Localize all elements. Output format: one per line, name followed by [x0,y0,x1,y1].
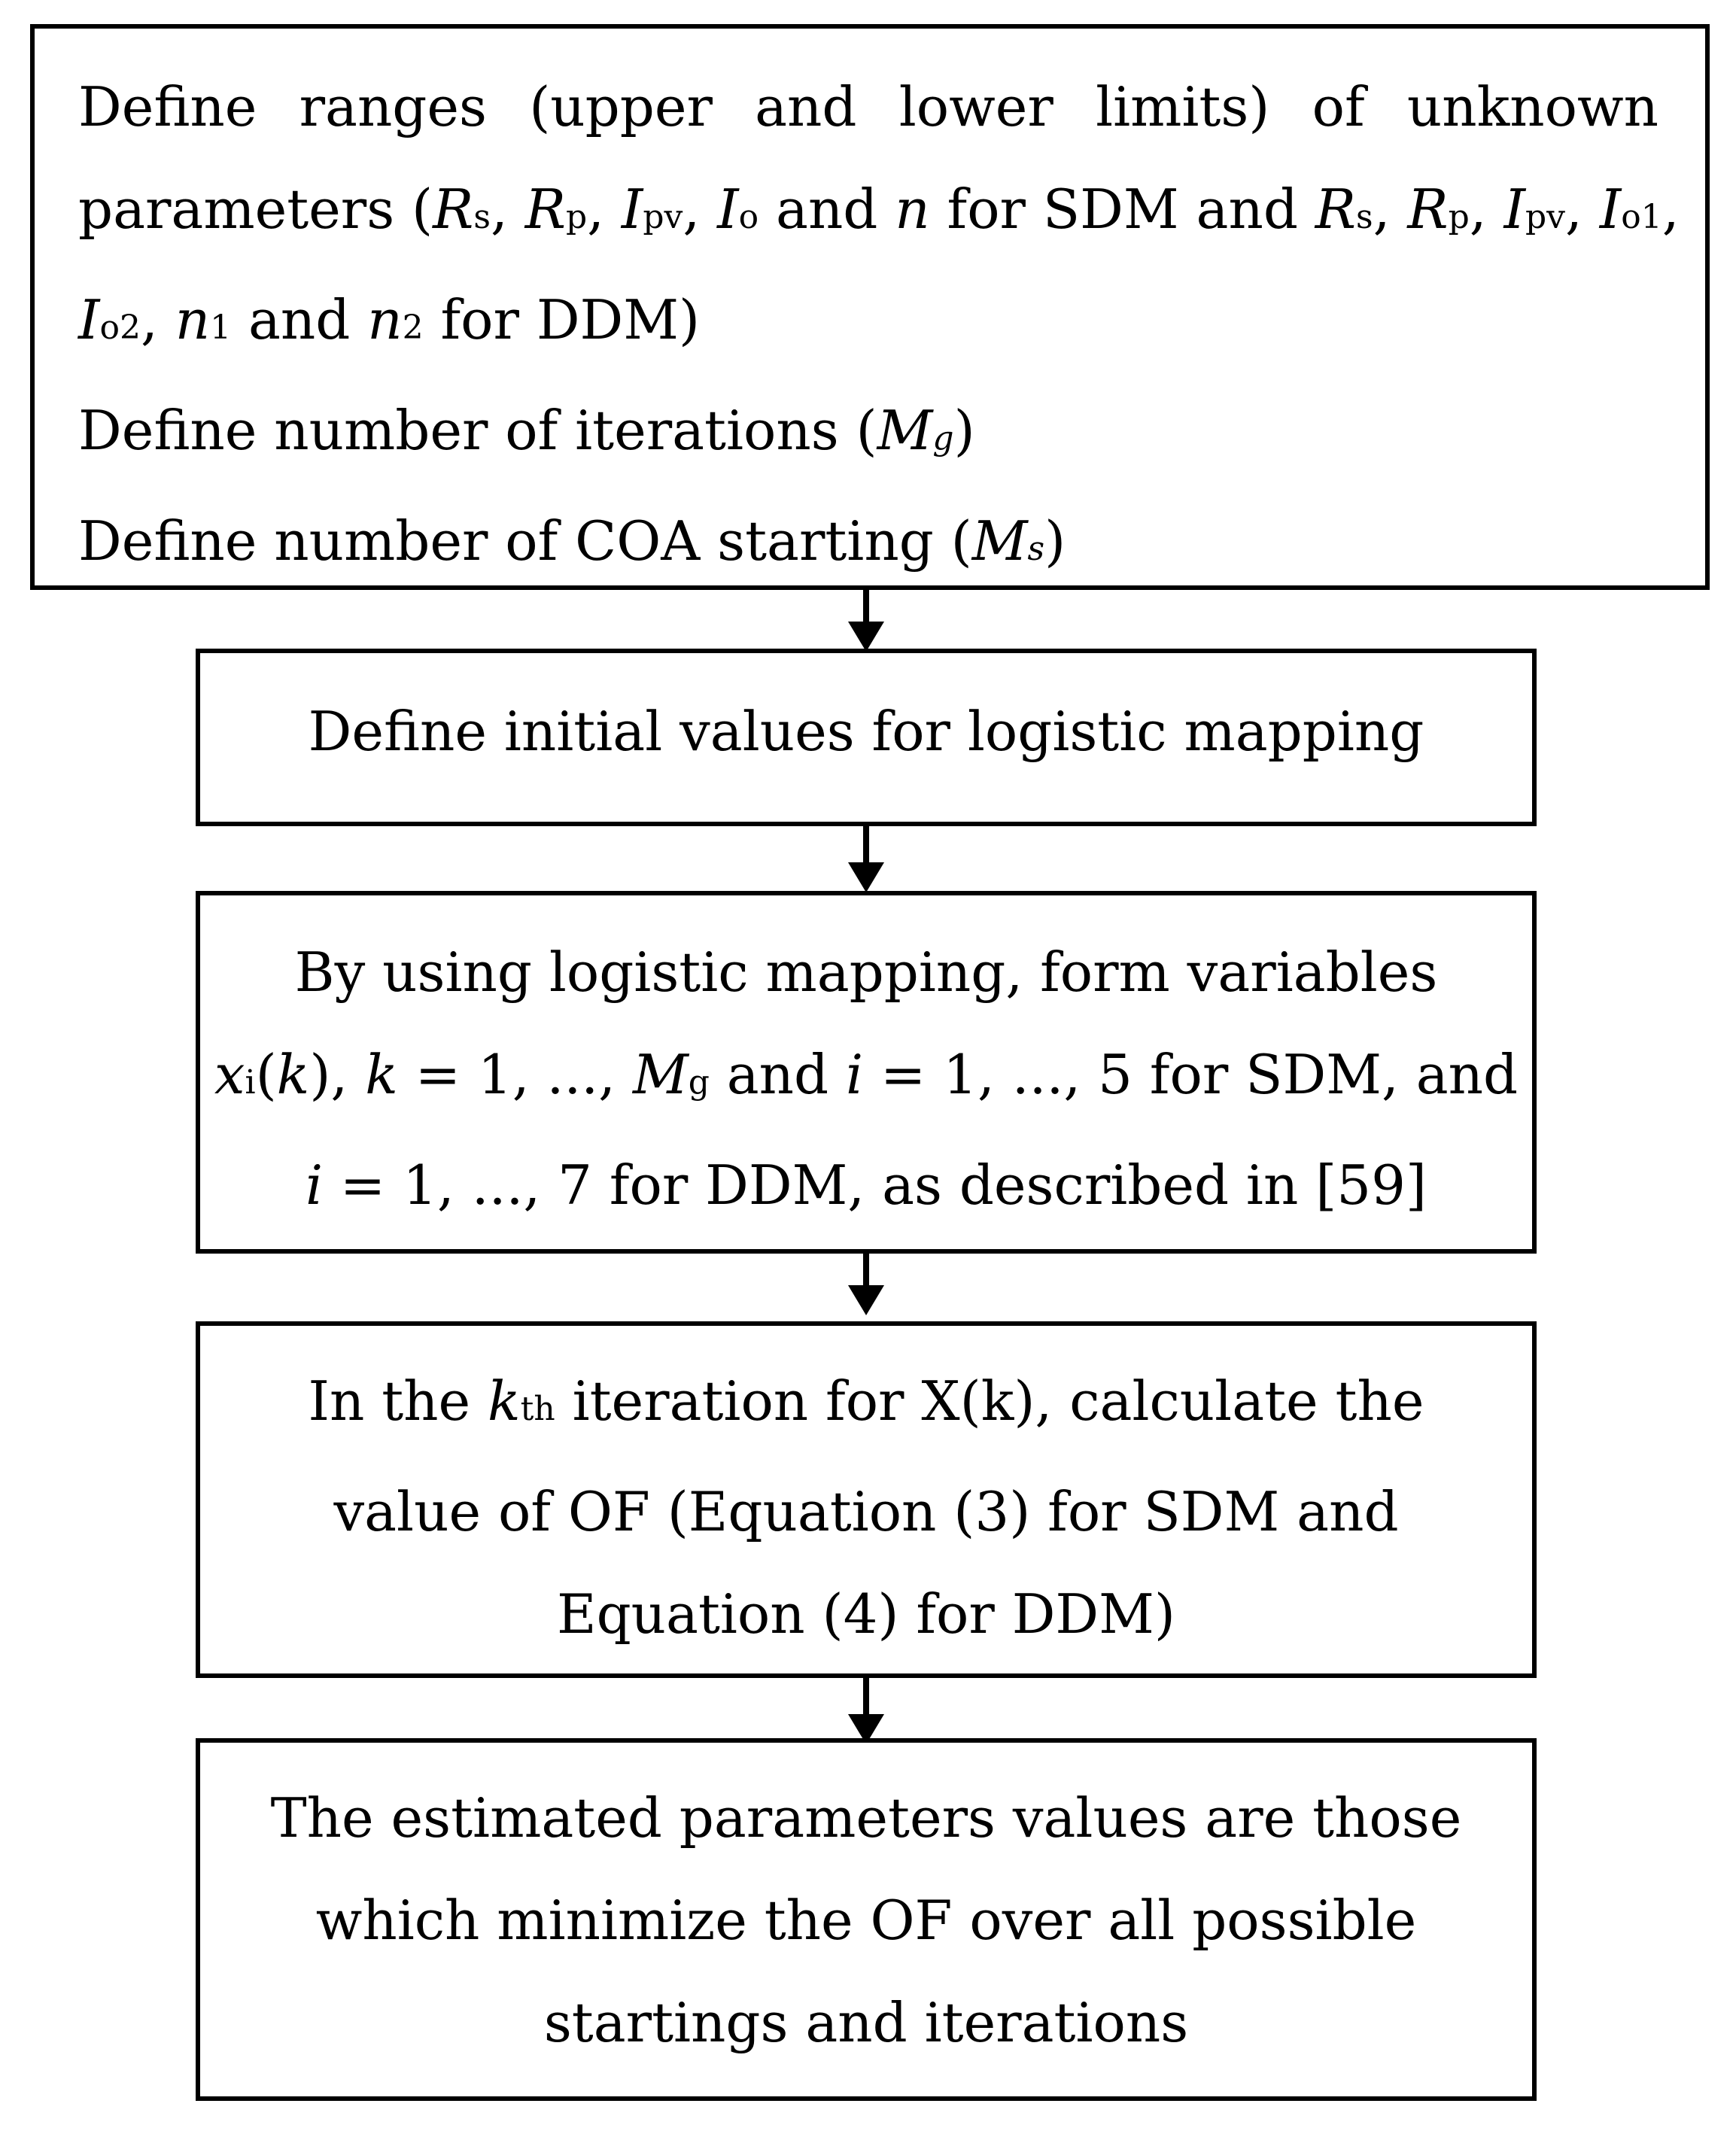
step-3-text [200,921,1532,1236]
step-3-line-1: By using logistic mapping, form variables [294,941,1438,1004]
step-1-line-3: Io2, n1 and n2 for DDM) [78,288,701,351]
step-4-text [200,1350,1532,1665]
step-2-line-1: Define initial values for logistic mapping [308,700,1424,763]
arrow-2-head [848,862,884,892]
step-1-text [78,56,1680,600]
step-5-line-3: startings and iterations [543,1991,1189,2054]
step-5-line-2: which minimize the OF over all possible [315,1889,1417,1952]
step-4-line-2: value of OF (Equation (3) for SDM and [333,1480,1399,1543]
step-4-line-3: Equation (4) for DDM) [557,1582,1175,1646]
step-1-line-1: Define ranges (upper and lower limits) of unknown [78,75,1658,138]
arrow-3-head [848,1285,884,1315]
step-2-text [200,680,1532,783]
step-3-line-2: xi(k), k = 1, ..., Mg and i = 1, ..., 5 for SDM, and [214,1043,1519,1106]
step-1-line-4: Define number of iterations (Mg) [78,399,975,462]
step-5-text [200,1767,1532,2074]
step-4-line-1: In the kth iteration for X(k), calculate the [308,1369,1424,1433]
step-1-line-5: Define number of COA starting (Ms) [78,509,1066,573]
step-5-line-1: The estimated parameters values are those [270,1786,1462,1850]
arrow-1-head [848,622,884,652]
step-1-line-2: parameters (Rs, Rp, Ipv, Io and n for SDM and Rs, Rp, Ipv, Io1, [78,178,1680,241]
step-3-line-3: i = 1, ..., 7 for DDM, as described in [59] [305,1154,1427,1217]
